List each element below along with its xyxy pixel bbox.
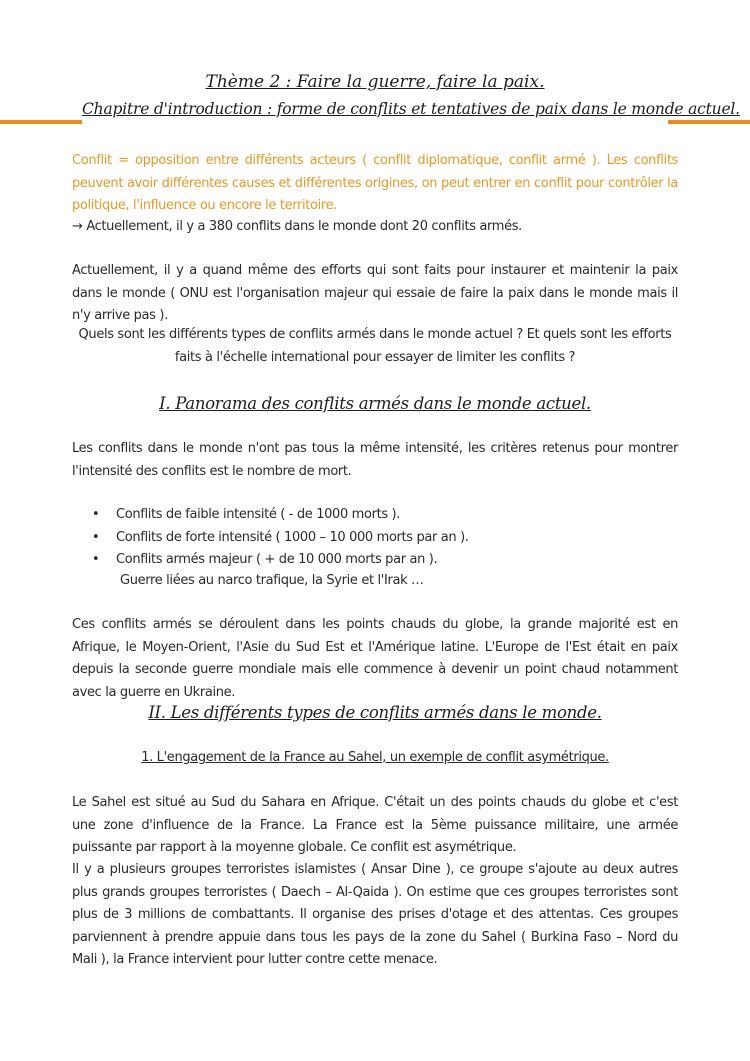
- conflict-definition: Conflit = opposition entre différents acteurs ( conflit diplomatique, conflit armé ). Les conflits peuvent avoir différentes causes et différentes origines, on peut entrer en conflit pour contrôler la politique, l'influence ou encore le territoire.: [72, 153, 678, 213]
- bullet-icon: •: [92, 552, 100, 567]
- question-line-2: faits à l'échelle international pour essayer de limiter les conflits ?: [174, 349, 576, 365]
- hotspots-paragraph: Ces conflits armés se déroulent dans les points chauds du globe, la grande majorité est en Afrique, le Moyen-Orient, l'Asie du Sud Est et l'Amérique latine. L'Europe de l'Est était en paix depuis la seconde guerre mondiale mais elle commence à devenir un point chaud notamment avec la guerre en Ukraine.: [72, 617, 678, 700]
- conflict-stat-line: → Actuellement, il y a 380 conflits dans le monde dont 20 conflits armés.: [72, 219, 522, 234]
- section-1-title: I. Panorama des conflits armés dans le monde actuel.: [159, 394, 591, 413]
- bullet-note: Guerre liées au narco trafique, la Syrie et l'Irak …: [120, 573, 424, 588]
- sahel-paragraph-1: Le Sahel est situé au Sud du Sahara en Afrique. C'était un des points chauds du globe et c'est une zone d'influence de la France. La France est la 5ème puissance militaire, une armée puissante par rapport à la moyenne globale. Ce conflit est asymétrique.: [72, 795, 678, 855]
- section-2-title: II. Les différents types de conflits armés dans le monde.: [148, 703, 602, 722]
- intensity-bullet-list: [92, 504, 469, 572]
- sahel-paragraph-2: Il y a plusieurs groupes terroristes islamistes ( Ansar Dine ), ce groupe s'ajoute au deux autres plus grands groupes terroristes ( Daech – Al-Qaida ). On estime que ces groupes terroristes sont plus de 3 millions de combattants. Il organise des prises d'otage et des attentas. Ces groupes parviennent à prendre appuie dans tous les pays de la zone du Sahel ( Burkina Faso – Nord du Mali ), la France intervient pour lutter contre cette menace.: [72, 862, 678, 967]
- intensity-intro-paragraph: Les conflits dans le monde n'ont pas tous la même intensité, les critères retenus pour montrer l'intensité des conflits est le nombre de mort.: [72, 441, 678, 479]
- chapter-title: Chapitre d'introduction : forme de conflits et tentatives de paix dans le monde actuel.: [82, 100, 740, 118]
- list-item: [92, 504, 469, 527]
- list-item: [92, 527, 469, 550]
- question-line-1: Quels sont les différents types de conflits armés dans le monde actuel ? Et quels sont les efforts: [78, 327, 672, 342]
- bullet-icon: •: [92, 507, 100, 522]
- problematic-question: [60, 324, 690, 369]
- accent-bar-left: [0, 120, 82, 124]
- accent-bar-right: [668, 120, 750, 124]
- bullet-text: Conflits de faible intensité ( - de 1000 morts ).: [116, 507, 401, 522]
- subsection-title: 1. L'engagement de la France au Sahel, un exemple de conflit asymétrique.: [141, 750, 609, 765]
- list-item: [92, 549, 469, 572]
- theme-title: Thème 2 : Faire la guerre, faire la paix.: [205, 72, 545, 92]
- bullet-text: Conflits armés majeur ( + de 10 000 morts par an ).: [116, 552, 438, 567]
- bullet-icon: •: [92, 529, 100, 545]
- peace-efforts-paragraph: Actuellement, il y a quand même des efforts qui sont faits pour instaurer et maintenir la paix dans le monde ( ONU est l'organisation majeur qui essaie de faire la paix dans le monde mais il n'y arrive pas ).: [72, 263, 678, 323]
- bullet-text: Conflits de forte intensité ( 1000 – 10 000 morts par an ).: [116, 529, 469, 545]
